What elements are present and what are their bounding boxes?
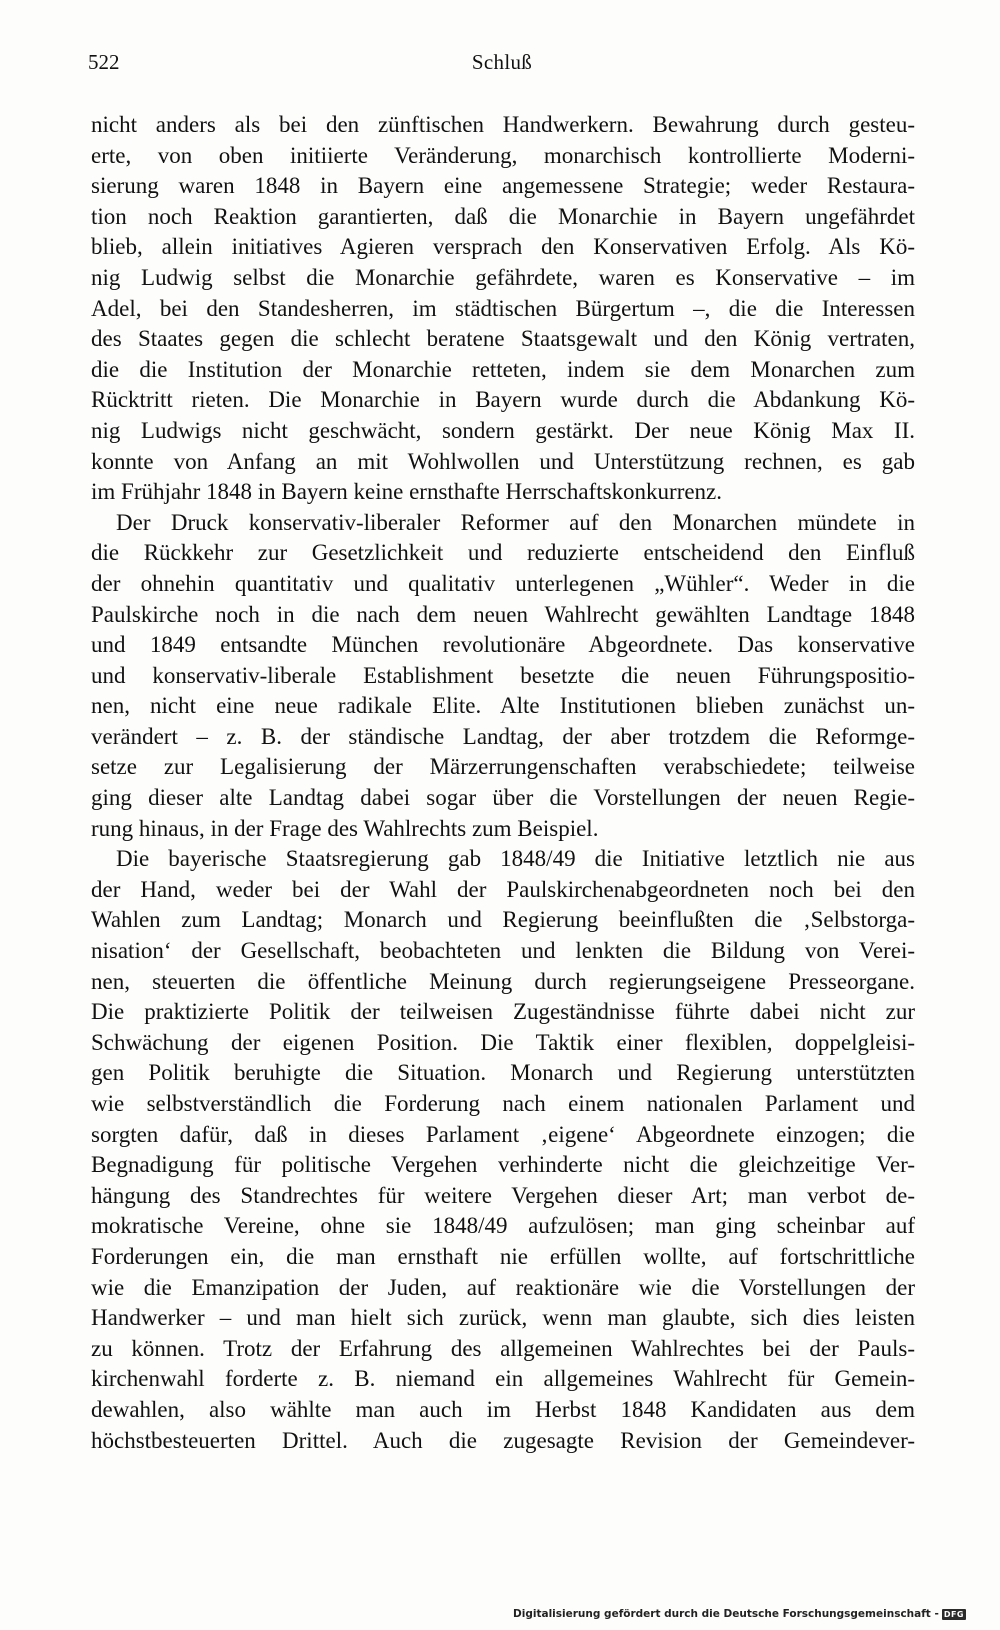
paragraph: [91, 508, 915, 845]
text-line: tion noch Reaktion garantierten, daß die Monarchie in Bayern ungefährdet: [91, 203, 915, 229]
text-line: Rücktritt rieten. Die Monarchie in Bayern wurde durch die Abdankung Kö-: [91, 387, 915, 413]
text-line: kirchenwahl forderte z. B. niemand ein allgemeines Wahlrecht für Gemein-: [91, 1366, 915, 1392]
text-line: dewahlen, also wählte man auch im Herbst 1848 Kandidaten aus dem: [91, 1396, 915, 1422]
text-line: nig Ludwigs nicht geschwächt, sondern gestärkt. Der neue König Max II.: [91, 417, 915, 443]
body-text: [91, 110, 915, 1456]
page-number: 522: [88, 50, 120, 74]
text-line: Die bayerische Staatsregierung gab 1848/49 die Initiative letztlich nie aus: [116, 846, 915, 872]
text-line: höchstbesteuerten Drittel. Auch die zugesagte Revision der Gemeindever-: [91, 1427, 915, 1453]
text-line: Der Druck konservativ-liberaler Reformer auf den Monarchen mündete in: [116, 509, 915, 535]
text-line: nisation‘ der Gesellschaft, beobachteten und lenkten die Bildung von Verei-: [91, 938, 915, 964]
text-line: nicht anders als bei den zünftischen Handwerkern. Bewahrung durch gesteu-: [91, 112, 915, 137]
credit-text: Digitalisierung gefördert durch die Deutsche Forschungsgemeinschaft -: [513, 1608, 939, 1620]
text-line: rung hinaus, in der Frage des Wahlrechts zum Beispiel.: [91, 815, 599, 841]
text-line: wie die Emanzipation der Juden, auf reaktionäre wie die Vorstellungen der: [91, 1274, 915, 1300]
text-line: erte, von oben initiierte Veränderung, monarchisch kontrollierte Moderni-: [91, 142, 915, 168]
paragraph: [91, 844, 915, 1456]
text-line: und 1849 entsandte München revolutionäre Abgeordnete. Das konservative: [91, 632, 915, 658]
page-header: [88, 50, 916, 80]
text-line: Die praktizierte Politik der teilweisen Zugeständnisse führte dabei nicht zur: [91, 999, 915, 1025]
text-line: verändert – z. B. der ständische Landtag, der aber trotzdem die Reformge-: [91, 723, 915, 749]
running-head: Schluß: [471, 50, 533, 74]
text-line: sierung waren 1848 in Bayern eine angemessene Strategie; weder Restaura-: [91, 173, 915, 199]
text-line: ging dieser alte Landtag dabei sogar über die Vorstellungen der neuen Regie-: [91, 785, 915, 811]
text-line: hängung des Standrechtes für weitere Vergehen dieser Art; man verbot de-: [91, 1182, 915, 1208]
text-line: konnte von Anfang an mit Wohlwollen und Unterstützung rechnen, es gab: [91, 448, 915, 474]
digitization-credit: [513, 1608, 966, 1620]
text-line: wie selbstverständlich die Forderung nach einem nationalen Parlament und: [91, 1091, 915, 1116]
text-line: setze zur Legalisierung der Märzerrungenschaften verabschiedete; teilweise: [91, 754, 915, 780]
text-line: nig Ludwig selbst die Monarchie gefährdete, waren es Konservative – im: [91, 264, 915, 290]
text-line: Handwerker – und man hielt sich zurück, wenn man glaubte, sich dies leisten: [91, 1305, 915, 1331]
text-line: Paulskirche noch in die nach dem neuen Wahlrecht gewählten Landtage 1848: [91, 601, 915, 627]
text-line: Forderungen ein, die man ernsthaft nie erfüllen wollte, auf fortschrittliche: [91, 1243, 915, 1269]
text-line: der ohnehin quantitativ und qualitativ unterlegenen „Wühler“. Weder in die: [91, 570, 915, 596]
dfg-logo-icon: DFG: [943, 1609, 964, 1619]
text-line: sorgten dafür, daß in dieses Parlament ‚eigene‘ Abgeordnete einzogen; die: [91, 1121, 915, 1147]
text-line: des Staates gegen die schlecht beratene Staatsgewalt und den König vertraten,: [91, 326, 915, 352]
text-line: blieb, allein initiatives Agieren versprach den Konservativen Erfolg. Als Kö-: [91, 234, 915, 260]
text-line: zu können. Trotz der Erfahrung des allgemeinen Wahlrechtes bei der Pauls-: [91, 1335, 915, 1361]
text-line: im Frühjahr 1848 in Bayern keine ernsthafte Herrschaftskonkurrenz.: [91, 479, 723, 505]
text-line: Begnadigung für politische Vergehen verhinderte nicht die gleichzeitige Ver-: [91, 1152, 915, 1178]
paragraph: [91, 110, 915, 508]
text-line: die die Institution der Monarchie retteten, indem sie dem Monarchen zum: [91, 356, 915, 382]
text-line: der Hand, weder bei der Wahl der Paulskirchenabgeordneten noch bei den: [91, 876, 915, 902]
text-line: die Rückkehr zur Gesetzlichkeit und reduzierte entscheidend den Einfluß: [91, 540, 915, 566]
text-line: Adel, bei den Standesherren, im städtischen Bürgertum –, die die Interessen: [91, 295, 915, 321]
text-line: und konservativ-liberale Establishment besetzte die neuen Führungspositio-: [91, 662, 915, 688]
text-line: nen, steuerten die öffentliche Meinung durch regierungseigene Presseorgane.: [91, 968, 915, 994]
text-line: gen Politik beruhigte die Situation. Monarch und Regierung unterstützten: [91, 1060, 915, 1086]
text-line: mokratische Vereine, ohne sie 1848/49 aufzulösen; man ging scheinbar auf: [91, 1213, 915, 1239]
text-line: nen, nicht eine neue radikale Elite. Alte Institutionen blieben zunächst un-: [91, 693, 915, 719]
text-line: Wahlen zum Landtag; Monarch und Regierung beeinflußten die ‚Selbstorga-: [91, 907, 915, 933]
text-line: Schwächung der eigenen Position. Die Taktik einer flexiblen, doppelgleisi-: [91, 1029, 915, 1055]
